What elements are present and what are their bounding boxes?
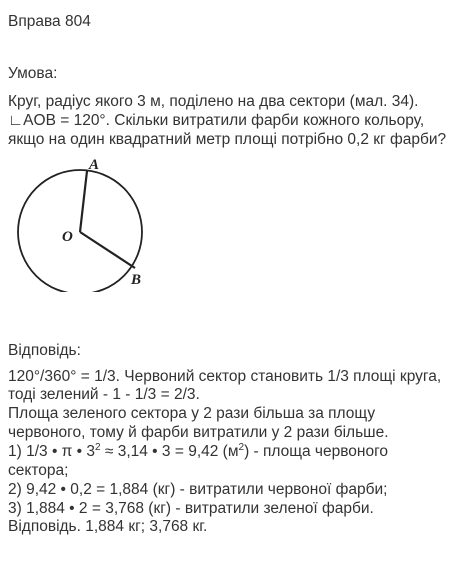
step-3: 3) 1,884 • 2 = 3,768 (кг) - витратили зеленої фарби.	[8, 500, 374, 517]
step-1: 1) 1/3 • π • $3^2 \approx 3,14$ • 3 = 9,42 $(м^2)$ - площа червоного	[8, 441, 389, 460]
condition-line: якщо на один квадратний метр площі потрібно 0,2 кг фарби?	[8, 131, 447, 148]
radius-oa	[80, 171, 87, 232]
final-answer: Відповідь. 1,884 кг; 3,768 кг.	[8, 518, 208, 535]
answer-line: червоного, тому й фарби витратили у 2 рази більше.	[8, 424, 389, 441]
label-o: O	[62, 229, 73, 245]
answer-heading: Відповідь:	[8, 342, 81, 359]
label-a: A	[89, 157, 100, 173]
condition-heading: Умова:	[8, 65, 58, 82]
label-b: B	[131, 272, 142, 288]
answer-line: 120°/360° = 1/3. Червоний сектор становить 1/3 площі круга,	[8, 368, 442, 385]
answer-line: Площа зеленого сектора у 2 рази більша за площу	[8, 405, 376, 422]
condition-line: Круг, радіус якого 3 м, поділено на два сектори (мал. 34).	[8, 93, 419, 110]
exercise-title: Вправа 804	[8, 13, 91, 30]
circle-figure	[8, 152, 168, 292]
step-2: 2) 9,42 • 0,2 = 1,884 (кг) - витратили червоної фарби;	[8, 481, 388, 498]
answer-line: тоді зелений - 1 - 1/3 = 2/3.	[8, 386, 200, 403]
step-1-continued: сектора;	[8, 462, 69, 479]
radius-ob	[80, 232, 135, 268]
condition-line: ∟AOB = 120°. Скільки витратили фарби кожного кольору,	[8, 112, 425, 129]
